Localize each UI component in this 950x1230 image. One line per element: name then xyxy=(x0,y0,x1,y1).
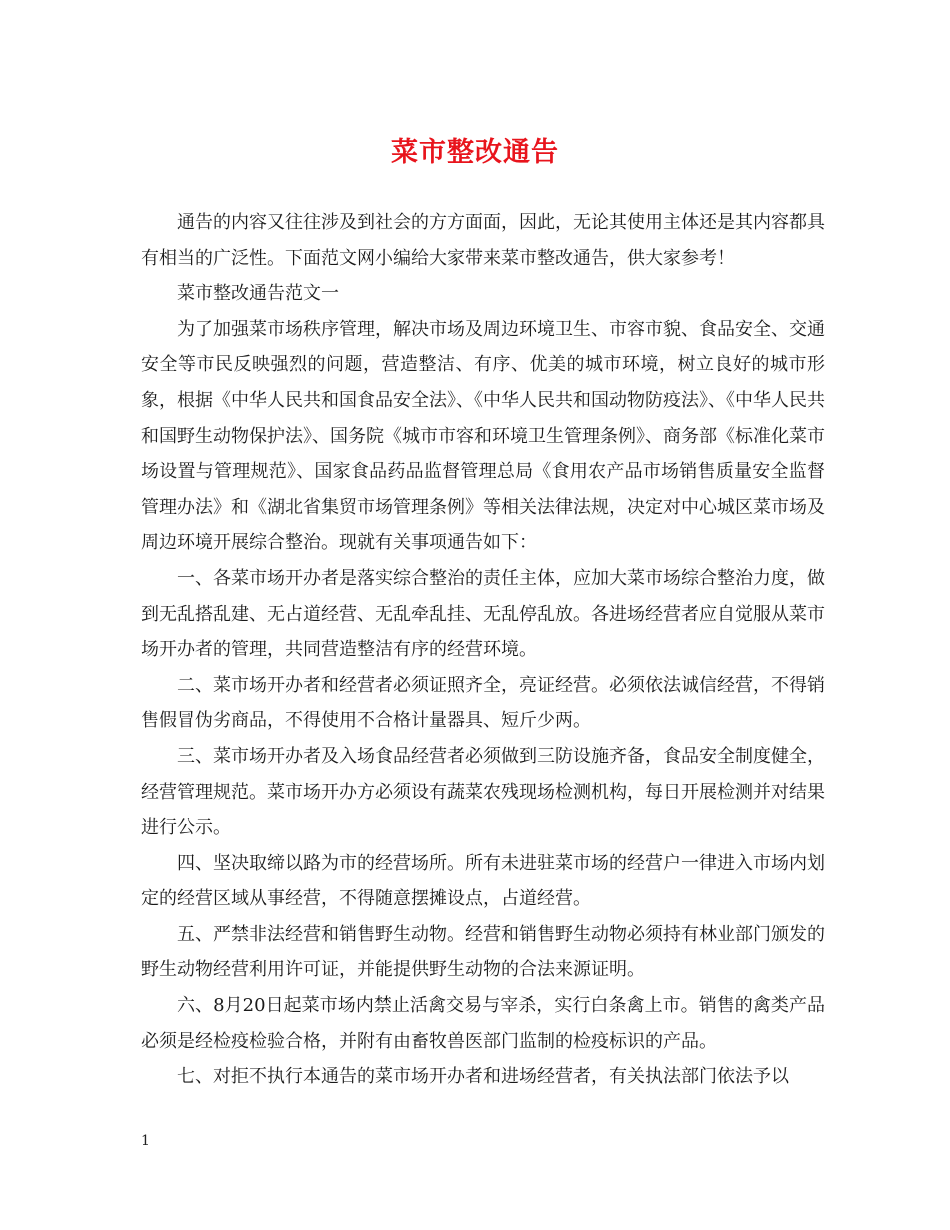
page-number: 1 xyxy=(141,1133,150,1149)
document-title: 菜市整改通告 xyxy=(391,137,559,168)
document-body xyxy=(141,205,825,1095)
paragraph: 为了加强菜市场秩序管理，解决市场及周边环境卫生、市容市貌、食品安全、交通安全等市民反映强烈的问题，营造整洁、有序、优美的城市环境，树立良好的城市形象，根据《中华人民共和国食品安全法》、《中华人民共和国动物防疫法》、《中华人民共和国野生动物保护法》、国务院《城市市容和环境卫生管理条例》、商务部《标准化菜市场设置与管理规范》、国家食品药品监督管理总局《食用农产品市场销售质量安全监督管理办法》和《湖北省集贸市场管理条例》等相关法律法规，决定对中心城区菜市场及周边环境开展综合整治。现就有关事项通告如下： xyxy=(141,318,825,554)
paragraph: 五、严禁非法经营和销售野生动物。经营和销售野生动物必须持有林业部门颁发的野生动物经营利用许可证，并能提供野生动物的合法来源证明。 xyxy=(141,923,825,981)
paragraph: 三、菜市场开办者及入场食品经营者必须做到三防设施齐备，食品安全制度健全，经营管理规范。菜市场开办方必须设有蔬菜农残现场检测机构，每日开展检测并对结果进行公示。 xyxy=(141,745,825,839)
paragraph: 菜市整改通告范文一 xyxy=(177,283,339,305)
paragraph: 二、菜市场开办者和经营者必须证照齐全，亮证经营。必须依法诚信经营，不得销售假冒伪劣商品，不得使用不合格计量器具、短斤少两。 xyxy=(141,674,825,732)
paragraph: 通告的内容又往往涉及到社会的方方面面，因此，无论其使用主体还是其内容都具有相当的广泛性。下面范文网小编给大家带来菜市整改通告，供大家参考！ xyxy=(141,212,825,269)
paragraph: 一、各菜市场开办者是落实综合整治的责任主体，应加大菜市场综合整治力度，做到无乱搭乱建、无占道经营、无乱牵乱挂、无乱停乱放。各进场经营者应自觉服从菜市场开办者的管理，共同营造整洁有序的经营环境。 xyxy=(141,567,825,661)
paragraph: 四、坚决取缔以路为市的经营场所。所有未进驻菜市场的经营户一律进入市场内划定的经营区域从事经营，不得随意摆摊设点，占道经营。 xyxy=(141,852,825,910)
paragraph: 七、对拒不执行本通告的菜市场开办者和进场经营者，有关执法部门依法予以 xyxy=(177,1066,789,1088)
paragraph: 六、8月20日起菜市场内禁止活禽交易与宰杀，实行白条禽上市。销售的禽类产品必须是经检疫检验合格，并附有由畜牧兽医部门监制的检疫标识的产品。 xyxy=(141,995,825,1052)
